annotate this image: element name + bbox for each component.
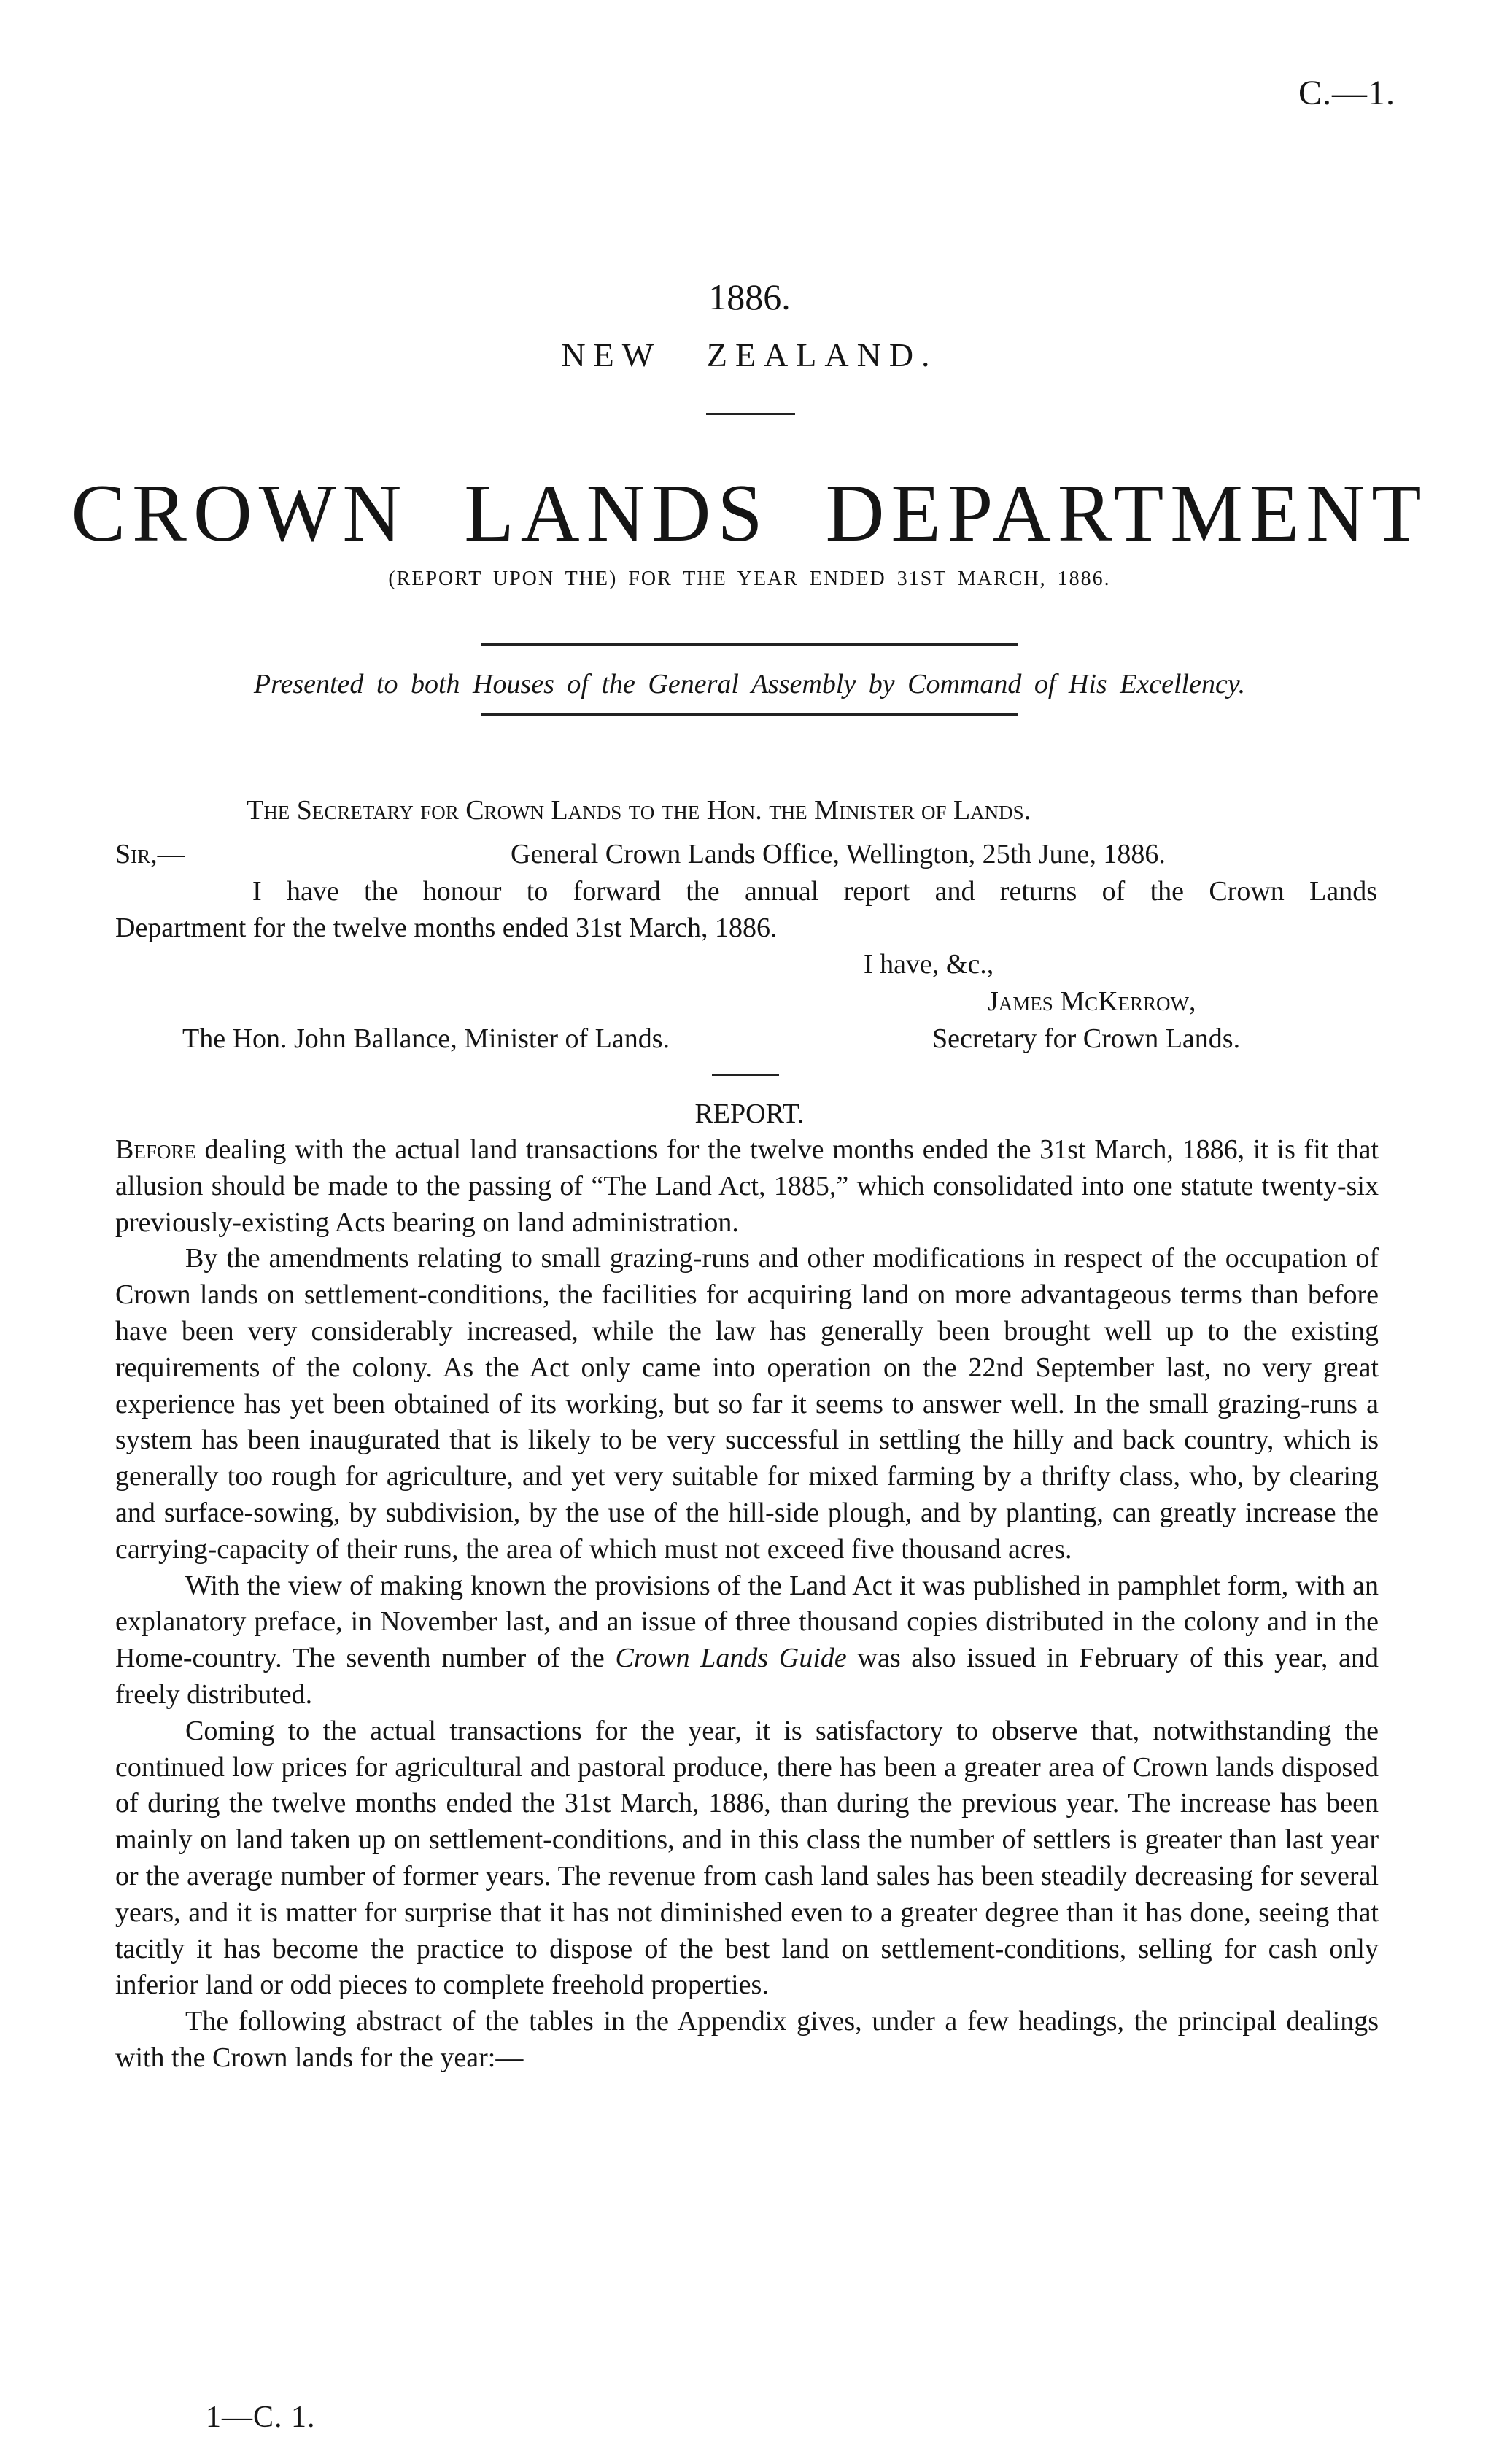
publication-title: Crown Lands Guide [615,1643,847,1674]
letter-signatory-title: Secretary for Crown Lands. [932,1023,1241,1054]
letter-addressee: The Hon. John Ballance, Minister of Lands. [182,1023,670,1054]
divider-rule [712,1074,779,1076]
paragraph-opening-word: Before [115,1134,196,1165]
divider-rule [706,413,795,415]
country-heading: NEW ZEALAND. [561,336,938,373]
publication-year: 1886. [708,276,791,317]
letter-body-line: Department for the twelve months ended 31st March, 1886. [115,913,778,943]
letter-body-line: I have the honour to forward the annual report and returns of the Crown Lands [252,876,1377,907]
divider-rule [481,713,1018,716]
report-paragraph: By the amendments relating to small grazing-runs and other modifications in respect of the occupation of Crown lands on settlement-conditions, the facilities for acquiring land on more advantageous terms than before have been very considerably increased, while the law has generally been brought well up to the existing requirements of the colony. As the Act only came into operation on the 22nd September last, no very great experience has yet been obtained of its working, but so far it seems to answer well. In the small grazing-runs a system has been inaugurated that is likely to be very successful in settling the hilly and back country, which is generally too rough for agriculture, and yet very suitable for mixed farming by a thrifty class, who, by clearing and surface-sowing, by subdivision, by the use of the hill-side plough, and by planting, can greatly increase the carrying-capacity of their runs, the area of which must not exceed five thousand acres. [115,1243,1379,1565]
report-heading: REPORT. [694,1099,805,1129]
report-body [115,1132,1379,2077]
report-paragraph: The following abstract of the tables in the Appendix gives, under a few headings, the principal dealings with the Crown lands for the year:— [115,2006,1379,2073]
report-paragraph: Before dealing with the actual land transactions for the twelve months ended the 31st March, 1886, it is fit that allusion should be made to the passing of “The Land Act, 1885,” which consolidated into one statute twenty-six previously-existing Acts bearing on land administration. [115,1134,1379,1238]
letter-closing: I have, &c., [864,949,994,980]
sheet-signature: 1—C. 1. [206,2401,316,2434]
presented-note: Presented to both Houses of the General Assembly by Command of His Excellency. [253,669,1246,700]
report-paragraph: Coming to the actual transactions for the year, it is satisfactory to observe that, notwithstanding the continued low prices for agricultural and pastoral produce, there has been a greater area of Crown lands disposed of during the twelve months ended the 31st March, 1886, than during the previous year. The increase has been mainly on land taken up on settlement-conditions, and in this class the number of settlers is greater than last year or the average number of former years. The revenue from cash land sales has been steadily decreasing for several years, and it is matter for surprise that it has not diminished even to a greater degree than it has done, seeing that tacitly it has become the practice to dispose of the best land on settlement-conditions, selling for cash only inferior land or odd pieces to complete freehold properties. [115,1715,1379,2001]
page-reference: C.—1. [1298,74,1395,112]
document-title: CROWN LANDS DEPARTMENT [71,468,1428,559]
letter-address-date: General Crown Lands Office, Wellington, 25th June, 1886. [511,839,1166,869]
letter-from-line: The Secretary for Crown Lands to the Hon. the Minister of Lands. [247,795,1031,826]
divider-rule [481,643,1018,646]
letter-signatory: James McKerrow, [988,986,1196,1017]
letter-salutation: Sir,— [115,839,185,869]
document-subtitle: (REPORT UPON THE) FOR THE YEAR ENDED 31ST MARCH, 1886. [388,567,1111,590]
report-paragraph: With the view of making known the provisions of the Land Act it was published in pamphlet form, with an explanatory preface, in November last, and an issue of three thousand copies distributed in the colony and in the Home-country. The seventh number of the Crown Lands Guide was also issued in February of this year, and freely distributed. [115,1570,1379,1710]
